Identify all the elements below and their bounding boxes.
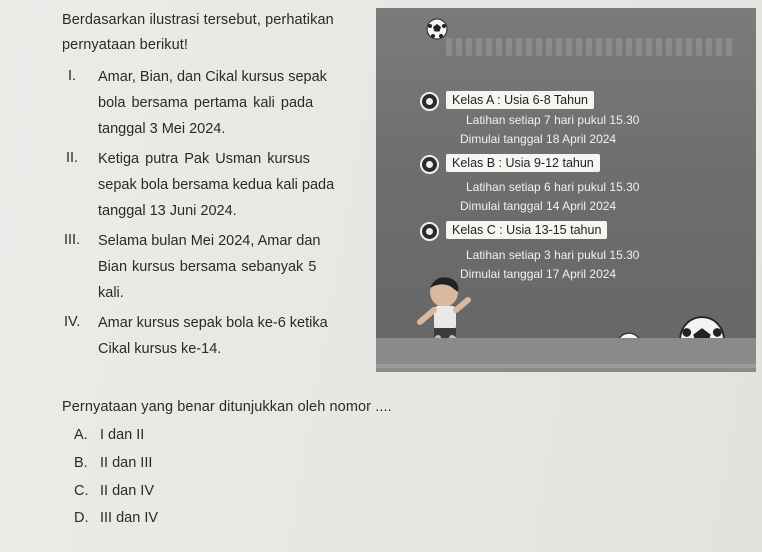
class-b-schedule: Latihan setiap 6 hari pukul 15.30 <box>466 180 640 194</box>
class-c-start: Dimulai tanggal 17 April 2024 <box>460 267 617 281</box>
question-text: Pernyataan yang benar ditunjukkan oleh nomor .... <box>62 399 392 415</box>
statement-1-number: I. <box>68 68 77 84</box>
soccer-ball-icon <box>426 18 448 40</box>
faded-banner <box>446 38 736 56</box>
statement-3-line-3: kali. <box>98 285 124 301</box>
option-a-text[interactable]: I dan II <box>100 427 145 443</box>
option-b-letter[interactable]: B. <box>74 455 88 471</box>
statement-1-line-3: tanggal 3 Mei 2024. <box>98 121 226 137</box>
class-a-title: Kelas A : Usia 6-8 Tahun <box>446 91 594 109</box>
class-c-schedule: Latihan setiap 3 hari pukul 15.30 <box>466 248 640 262</box>
statement-1-line-2: bola bersama pertama kali pada <box>98 95 314 111</box>
statement-2-line-3: tanggal 13 Juni 2024. <box>98 203 237 219</box>
class-c-bullet <box>420 222 439 241</box>
ground-stripe <box>376 364 756 368</box>
statement-3-number: III. <box>64 232 81 248</box>
statement-3-line-2: Bian kursus bersama sebanyak 5 <box>98 259 317 275</box>
class-a-start: Dimulai tanggal 18 April 2024 <box>460 132 617 146</box>
option-b-text[interactable]: II dan III <box>100 455 153 471</box>
option-d-letter[interactable]: D. <box>74 510 89 526</box>
option-c-letter[interactable]: C. <box>74 483 89 499</box>
class-a-schedule: Latihan setiap 7 hari pukul 15.30 <box>466 113 640 127</box>
statement-4-line-2: Cikal kursus ke-14. <box>98 341 222 357</box>
class-b-start: Dimulai tanggal 14 April 2024 <box>460 199 617 213</box>
option-d-text[interactable]: III dan IV <box>100 510 159 526</box>
class-c-title: Kelas C : Usia 13-15 tahun <box>446 221 607 239</box>
option-a-letter[interactable]: A. <box>74 427 88 443</box>
option-c-text[interactable]: II dan IV <box>100 483 155 499</box>
class-b-bullet <box>420 155 439 174</box>
statement-3-line-1: Selama bulan Mei 2024, Amar dan <box>98 233 321 249</box>
class-a-bullet <box>420 92 439 111</box>
statement-1-line-1: Amar, Bian, dan Cikal kursus sepak <box>98 69 327 85</box>
statement-2-line-1: Ketiga putra Pak Usman kursus <box>98 151 310 167</box>
statement-2-line-2: sepak bola bersama kedua kali pada <box>98 177 335 193</box>
statement-4-line-1: Amar kursus sepak bola ke-6 ketika <box>98 315 328 331</box>
intro-line-1: Berdasarkan ilustrasi tersebut, perhatikan <box>62 12 334 28</box>
class-b-title: Kelas B : Usia 9-12 tahun <box>446 154 600 172</box>
illustration-panel <box>376 8 756 372</box>
statement-4-number: IV. <box>64 314 81 330</box>
intro-line-2: pernyataan berikut! <box>62 37 189 53</box>
statement-2-number: II. <box>66 150 79 166</box>
